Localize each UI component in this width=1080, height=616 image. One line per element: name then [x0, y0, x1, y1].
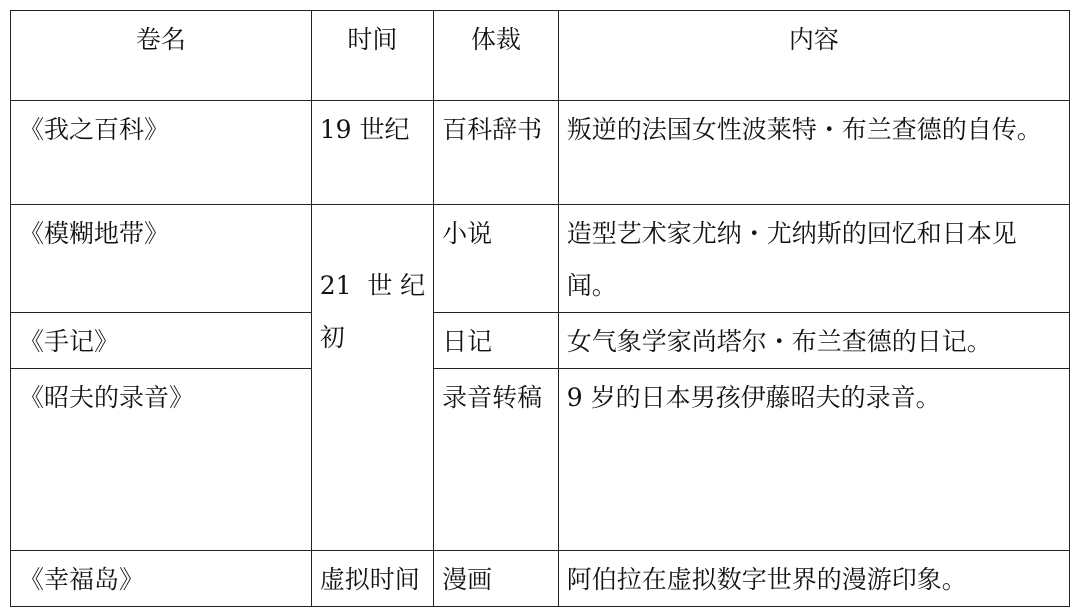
cell-volume-name: 《昭夫的录音》	[11, 369, 312, 551]
volumes-table	[10, 10, 1070, 607]
time-text: 21 世纪初	[319, 271, 426, 352]
header-volume-name: 卷名	[11, 11, 312, 101]
cell-content: 造型艺术家尤纳・尤纳斯的回忆和日本见闻。	[558, 205, 1069, 313]
cell-content: 女气象学家尚塔尔・布兰查德的日记。	[558, 313, 1069, 369]
table-row	[11, 205, 1070, 313]
header-content: 内容	[558, 11, 1069, 101]
table-row	[11, 369, 1070, 551]
header-time: 时间	[311, 11, 433, 101]
header-genre: 体裁	[434, 11, 559, 101]
cell-volume-name: 《我之百科》	[11, 101, 312, 205]
cell-volume-name: 《幸福岛》	[11, 551, 312, 607]
cell-content: 叛逆的法国女性波莱特・布兰查德的自传。	[558, 101, 1069, 205]
cell-time: 虚拟时间	[311, 551, 433, 607]
cell-volume-name: 《手记》	[11, 313, 312, 369]
cell-genre: 百科辞书	[434, 101, 559, 205]
cell-content: 阿伯拉在虚拟数字世界的漫游印象。	[558, 551, 1069, 607]
cell-genre: 漫画	[434, 551, 559, 607]
table-header-row	[11, 11, 1070, 101]
cell-content: 9 岁的日本男孩伊藤昭夫的录音。	[558, 369, 1069, 551]
table-row	[11, 551, 1070, 607]
table-row	[11, 313, 1070, 369]
cell-genre: 小说	[434, 205, 559, 313]
cell-time: 19 世纪	[311, 101, 433, 205]
cell-volume-name: 《模糊地带》	[11, 205, 312, 313]
cell-genre: 录音转稿	[434, 369, 559, 551]
cell-genre: 日记	[434, 313, 559, 369]
cell-time	[311, 205, 433, 551]
table-row	[11, 101, 1070, 205]
